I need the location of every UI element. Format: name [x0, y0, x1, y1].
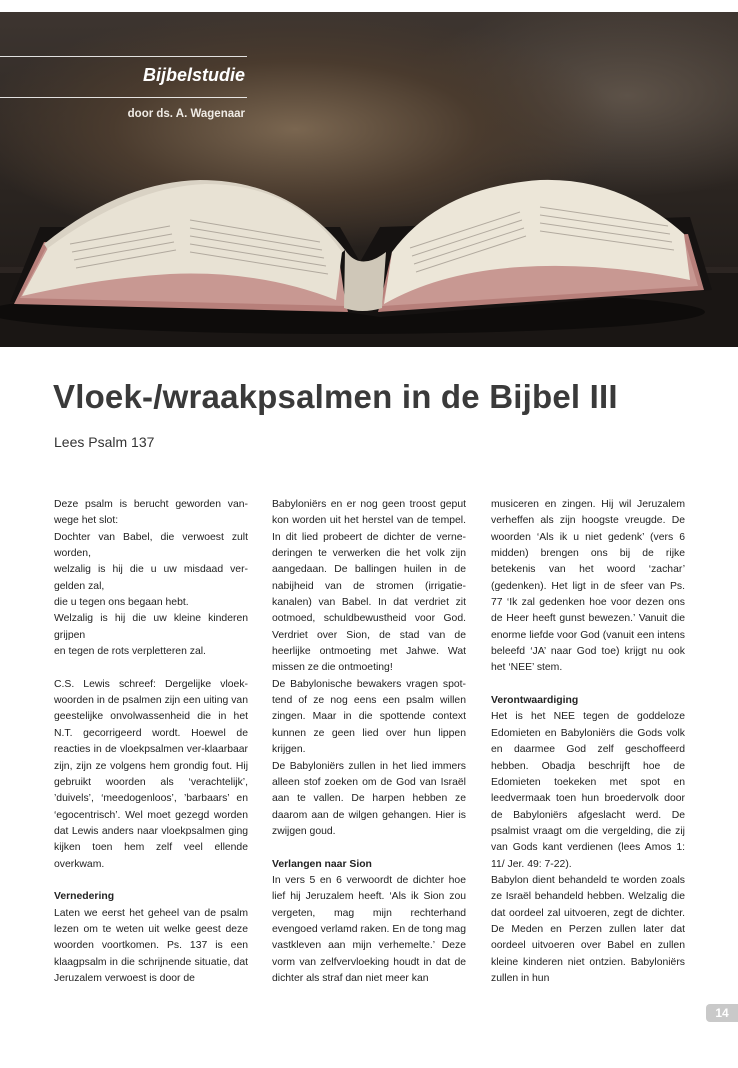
open-bible-illustration	[0, 12, 738, 347]
paragraph: C.S. Lewis schreef: Dergelijke vloek-woorden in de psalmen zijn een uiting van geestelijke onvolwassenheid die in het N.T. gecorrigeerd wordt. Hoewel de reacties in de vloekpsalmen ver-klaarbaar zijn, zijn ze volgens hem grondig fout. Hij gebruikt woorden als ‘verachtelijk’, ’duivels’, ‘meedogenloos’, ’barbaars’ en ‘egocentrisch’. Wel moet gezegd worden dat Lewis anders naar vloekpsalmen ging kijken toen hem zelf veel ellende overkwam.	[54, 678, 248, 870]
article-title: Vloek-/wraakpsalmen in de Bijbel III	[53, 378, 618, 415]
paragraph-spacer	[54, 660, 248, 676]
paragraph: Welzalig is hij die uw kleine kinderen grijpen	[54, 613, 248, 641]
text-column-3	[491, 497, 685, 987]
paragraph: Dochter van Babel, die verwoest zult worden,	[54, 531, 248, 560]
section-label: Bijbelstudie	[142, 65, 245, 85]
paragraph: Het is het NEE tegen de goddeloze Edomieten en Babyloniërs die Gods volk en daarmee God zelf geschoffeerd hebben. Obadja beschrijft hoe de Edomieten toekeken met spot en leedvermaak toen hun broedervolk door de Babyloniërs afgeslacht werd. De psalmist vraagt om die vergelding, die zij van Gods kant verdienen (lees Amos 1: 11/ Jer. 49: 7-22).	[491, 711, 685, 870]
header-rule-bottom	[0, 97, 247, 98]
paragraph: De Babylonische bewakers vragen spot-tend of ze nog eens een psalm willen zingen. Maar in die spottende context kunnen ze geen lied over hun lippen krijgen.	[272, 678, 466, 756]
paragraph: Babyloniërs en er nog geen troost geput kon worden uit het herstel van de tempel. In dit lied probeert de dichter de verne-deringen te verwerken die het volk zijn aangedaan. De ballingen huilen in de nabijheid van de stromen (irrigatie-kanalen) van Babel. In dat verdriet zit ootmoed, schuldbewustheid voor God. Verdriet over Sion, de stad van de heerlijke ontmoeting met Jahwe. Wat missen ze die ontmoeting!	[272, 499, 466, 674]
header-photo	[0, 12, 738, 347]
paragraph: Babylon dient behandeld te worden zoals ze Israël behandeld hebben. Welzalig die dat oordeel zal uitvoeren, zegt de dichter. De Meden en Perzen zullen later dat oordeel uitvoeren over Babel en zullen kleine kinderen niet ontzien. Babyloniërs zullen in hun	[491, 874, 685, 984]
page-number: 14	[706, 1004, 738, 1022]
byline: door ds. A. Wagenaar	[127, 108, 245, 120]
section-heading: Verlangen naar Sion	[272, 858, 372, 870]
section-heading: Vernedering	[54, 891, 115, 903]
paragraph-spacer	[54, 873, 248, 889]
text-column-1	[54, 497, 248, 987]
paragraph: Deze psalm is berucht geworden van-wege het slot:	[54, 499, 248, 527]
paragraph: welzalig is hij die u uw misdaad ver-gelden zal,	[54, 564, 248, 592]
paragraph: De Babyloniërs zullen in het lied immers alleen stof zoeken om de God van Israël aan te vallen. De harpen hebben ze daarom aan de wilgen gehangen. Hier is zwijgen goud.	[272, 760, 466, 837]
text-column-2	[272, 497, 466, 987]
header-rule-top	[0, 56, 247, 57]
paragraph-spacer	[491, 677, 685, 693]
paragraph: die u tegen ons begaan hebt.	[54, 597, 189, 609]
paragraph-spacer	[272, 840, 466, 856]
section-heading: Verontwaardiging	[491, 695, 579, 707]
article-subtitle: Lees Psalm 137	[54, 434, 155, 450]
paragraph: Laten we eerst het geheel van de psalm lezen om te weten uit welke geest deze woorden voortkomen. Ps. 137 is een klaagpsalm in die schrijnende situatie, dat Jeruzalem verwoest is door de	[54, 907, 248, 984]
paragraph: In vers 5 en 6 verwoordt de dichter hoe lief hij Jeruzalem heeft. ‘Als ik Sion zou vergeten, mag mijn rechterhand evengoed verlamd raken. En de tong mag vastkleven aan mijn verhemelte.’ Deze vorm van zelfvervloeking houdt in dat de dichter als straf dan niet meer kan	[272, 874, 466, 984]
paragraph: en tegen de rots verpletteren zal.	[54, 646, 206, 658]
paragraph: musiceren en zingen. Hij wil Jeruzalem verheffen als zijn hoogste vreugde. De woorden ‘Als ik u niet gedenk’ (vers 6 midden) brengen ons bij de rijke betekenis van het woord ‘zachar’ (gedenken). Het ligt in de sfeer van Ps. 77 ‘Ik zal gedenken hoe voor dezen ons de Heer heeft gunst bewezen.’ Vanuit die enorme liefde voor God (vanuit een intens beleefd ‘JA’ naar God toe) krijgt nu ook het ‘NEE’ stem.	[491, 499, 685, 674]
